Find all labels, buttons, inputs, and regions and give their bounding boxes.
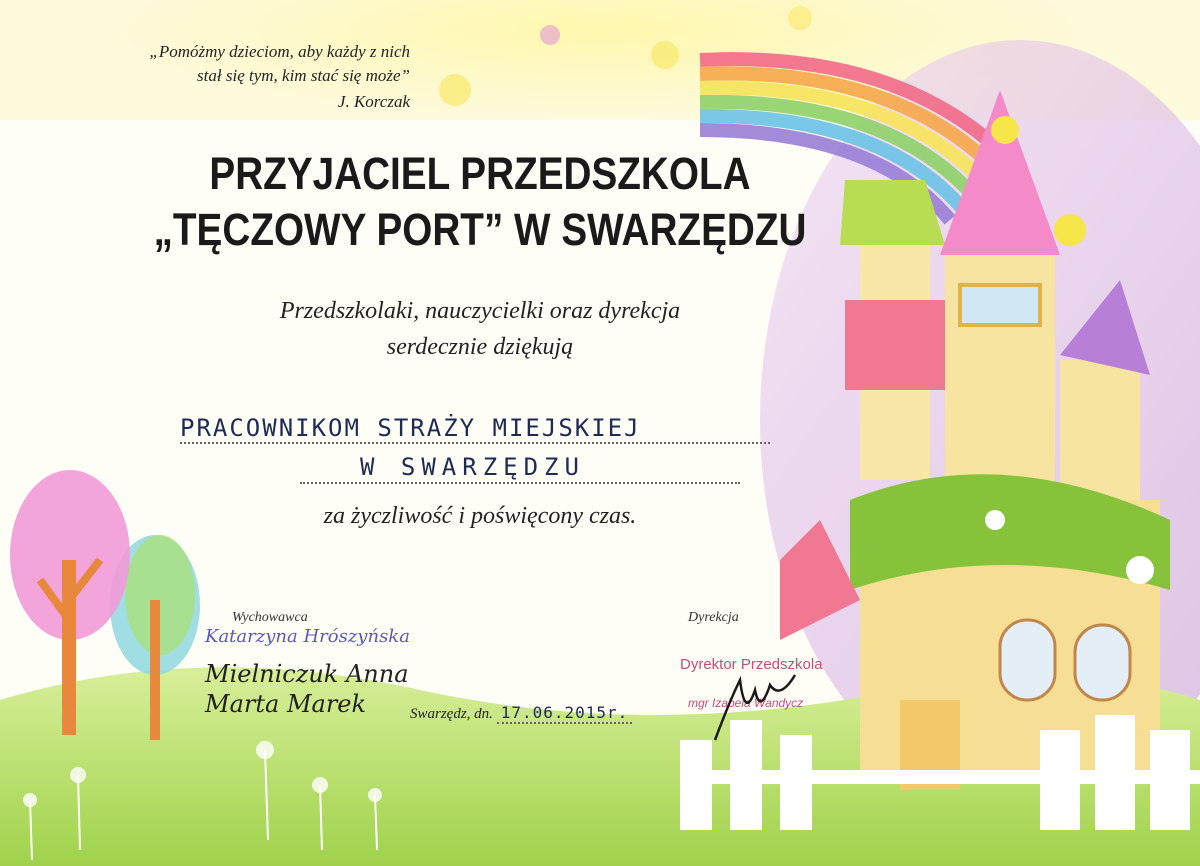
- sun-dot: [651, 41, 679, 69]
- director-label: Dyrekcja: [688, 610, 739, 625]
- recipient-line-1: PRACOWNIKOM STRAŻY MIEJSKIEJ: [180, 414, 641, 442]
- sun-dot: [540, 25, 560, 45]
- subtitle-line-2: serdecznie dziękują: [386, 334, 574, 360]
- quote-line-2: stał się tym, kim stać się może”: [197, 66, 410, 85]
- quote-line-1: „Pomóżmy dzieciom, aby każdy z nich: [149, 42, 410, 61]
- teacher-signature-3: Marta Marek: [205, 690, 367, 718]
- director-stamp-title: Dyrektor Przedszkola: [680, 656, 823, 673]
- quote-author: J. Korczak: [337, 92, 410, 111]
- place-date-label: Swarzędz, dn.: [410, 706, 493, 722]
- date-value: 17.06.2015r.: [497, 703, 633, 724]
- certificate-title-line-1: PRZYJACIEL PRZEDSZKOLA: [209, 148, 751, 199]
- korczak-quote: [60, 40, 410, 114]
- teacher-signature-2: Mielniczuk Anna: [205, 660, 409, 688]
- teacher-label: Wychowawca: [232, 610, 308, 625]
- recipient-line-2: W SWARZĘDZU: [360, 453, 585, 481]
- thanks-text: za życzliwość i poświęcony czas.: [323, 503, 637, 529]
- place-date: [410, 703, 632, 723]
- teacher-signature-1: Katarzyna Hrószyńska: [205, 626, 410, 647]
- subtitle-line-1: Przedszkolaki, nauczycielki oraz dyrekcja: [279, 298, 681, 324]
- sun-dot: [439, 74, 471, 106]
- director-signature: [700, 660, 810, 750]
- sun-dot: [788, 6, 812, 30]
- certificate-title-line-2: „TĘCZOWY PORT” W SWARZĘDZU: [153, 204, 807, 255]
- director-stamp-name: mgr Izabela Wandycz: [688, 696, 804, 710]
